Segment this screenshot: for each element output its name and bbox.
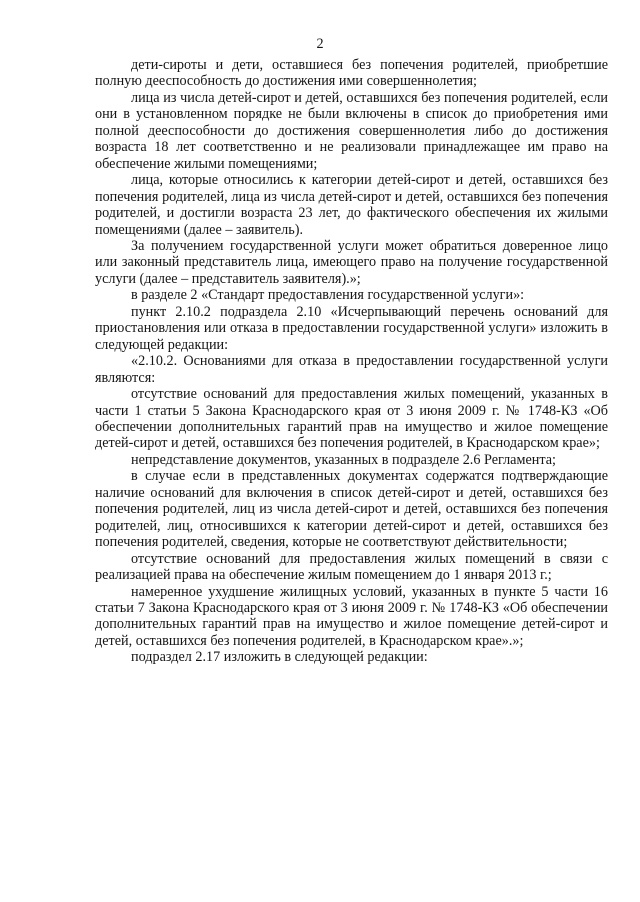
paragraph-subsection-2-17: подраздел 2.17 изложить в следующей редакции: [131, 649, 428, 666]
paragraph-ground-worsened-conditions: намеренное ухудшение жилищных условий, указанных в пункте 5 части 16 статьи 7 Закона Краснодарского края от 3 июня 2009 г. № 1748-КЗ «Об обеспечении дополнительных гарантий прав на имущество и жилое помещение детей-сирот и детей, оставшихся без попечения родителей, в Краснодарском крае».»; [95, 583, 608, 649]
paragraph-section-2: в разделе 2 «Стандарт предоставления государственной услуги»: [131, 287, 525, 304]
paragraph-persons-from-orphans: лица из числа детей-сирот и детей, оставшихся без попечения родителей, если они в установленном порядке не были включены в список до приобретения ими полной дееспособности до достижения совершеннолетия либо до достижения возраста 18 лет соответственно и не реализовали принадлежащее им право на обеспечение жилыми помещениями; [95, 89, 608, 172]
paragraph-item-2-10-2: пункт 2.10.2 подраздела 2.10 «Исчерпывающий перечень оснований для приостановления или отказа в предоставлении государственной услуги» изложить в следующей редакции: [95, 303, 608, 353]
page-number: 2 [316, 36, 324, 52]
paragraph-orphans-category: дети-сироты и дети, оставшиеся без попечения родителей, приобретшие [131, 57, 608, 73]
paragraph-refusal-grounds: «2.10.2. Основаниями для отказа в предоставлении государственной услуги являются: [95, 353, 608, 386]
paragraph-orphans-continuation: полную дееспособность до достижения ими совершеннолетия; [95, 73, 477, 90]
document-body [95, 57, 608, 666]
paragraph-ground-no-documents: непредставление документов, указанных в подразделе 2.6 Регламента; [131, 451, 556, 468]
paragraph-ground-realized-right: отсутствие оснований для предоставления жилых помещений в связи с реализацией права на обеспечение жилым помещением до 1 января 2013 г.; [95, 550, 608, 584]
paragraph-ground-no-basis: отсутствие оснований для предоставления жилых помещений, указанных в части 1 статьи 5 Закона Краснодарского края от 3 июня 2009 г. № 1748-КЗ «Об обеспечении дополнительных гарантий прав на имущество и жилое помещение детей-сирот и детей, оставшихся без попечения родителей, в Краснодарском крае»; [95, 386, 608, 452]
paragraph-ground-false-info: в случае если в представленных документах содержатся подтверждающие наличие оснований для включения в список детей-сирот и детей, оставшихся без попечения родителей, лиц из числа детей-сирот и детей, оставшихся без попечения родителей, лиц, относившихся к категории детей-сирот и детей, оставшихся без попечения родителей, сведения, которые не соответствуют действительности; [95, 468, 608, 551]
paragraph-persons-over-23: лица, которые относились к категории детей-сирот и детей, оставшихся без попечения родителей, лица из числа детей-сирот и детей, оставшихся без попечения родителей, и достигли возраста 23 лет, до фактического обеспечения их жилыми помещениями (далее – заявитель). [95, 172, 608, 238]
paragraph-representative: За получением государственной услуги может обратиться доверенное лицо или законный представитель лица, имеющего право на получение государственной услуги (далее – представитель заявителя).»; [95, 237, 608, 287]
